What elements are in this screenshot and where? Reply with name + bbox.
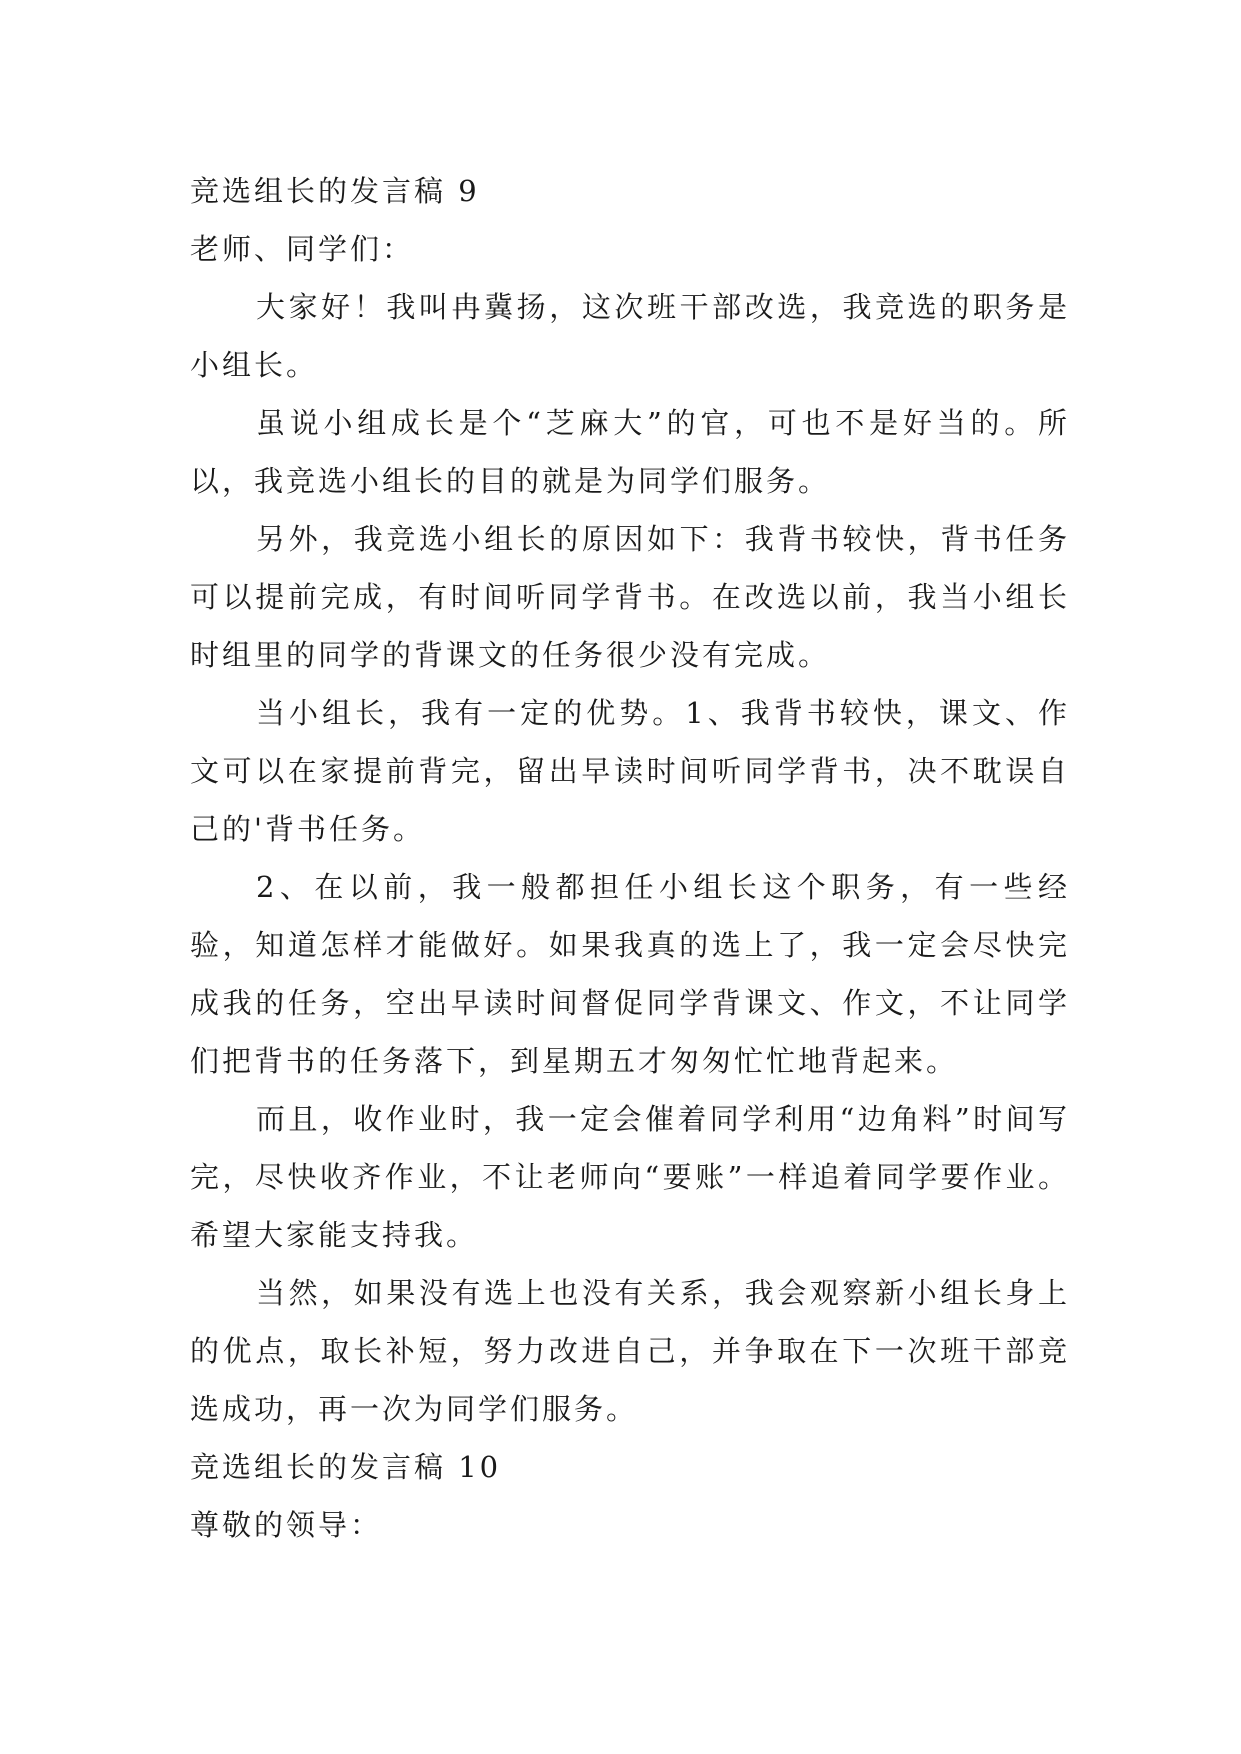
paragraph: 大家好！我叫冉冀扬，这次班干部改选，我竞选的职务是小组长。 (190, 290, 1070, 382)
section-10-title: 竞选组长的发言稿 10 (190, 1450, 502, 1484)
paragraph: 当小组长，我有一定的优势。1、我背书较快，课文、作文可以在家提前背完，留出早读时间听同学背书，决不耽误自己的'背书任务。 (190, 696, 1070, 846)
document-body (190, 162, 1070, 1554)
section-9-title: 竞选组长的发言稿 9 (190, 174, 480, 208)
paragraph: 虽说小组成长是个“芝麻大”的官，可也不是好当的。所以，我竞选小组长的目的就是为同学们服务。 (190, 406, 1070, 498)
section-10-salutation: 尊敬的领导： (190, 1508, 383, 1542)
paragraph: 2、在以前，我一般都担任小组长这个职务，有一些经验，知道怎样才能做好。如果我真的选上了，我一定会尽快完成我的任务，空出早读时间督促同学背课文、作文，不让同学们把背书的任务落下，到星期五才匆匆忙忙地背起来。 (190, 870, 1070, 1078)
paragraph: 当然，如果没有选上也没有关系，我会观察新小组长身上的优点，取长补短，努力改进自己，并争取在下一次班干部竞选成功，再一次为同学们服务。 (190, 1276, 1070, 1426)
paragraph: 另外，我竞选小组长的原因如下：我背书较快，背书任务可以提前完成，有时间听同学背书。在改选以前，我当小组长时组里的同学的背课文的任务很少没有完成。 (190, 522, 1070, 672)
section-9-salutation: 老师、同学们： (190, 232, 415, 266)
paragraph: 而且，收作业时，我一定会催着同学利用“边角料”时间写完，尽快收齐作业，不让老师向“要账”一样追着同学要作业。希望大家能支持我。 (190, 1102, 1070, 1252)
